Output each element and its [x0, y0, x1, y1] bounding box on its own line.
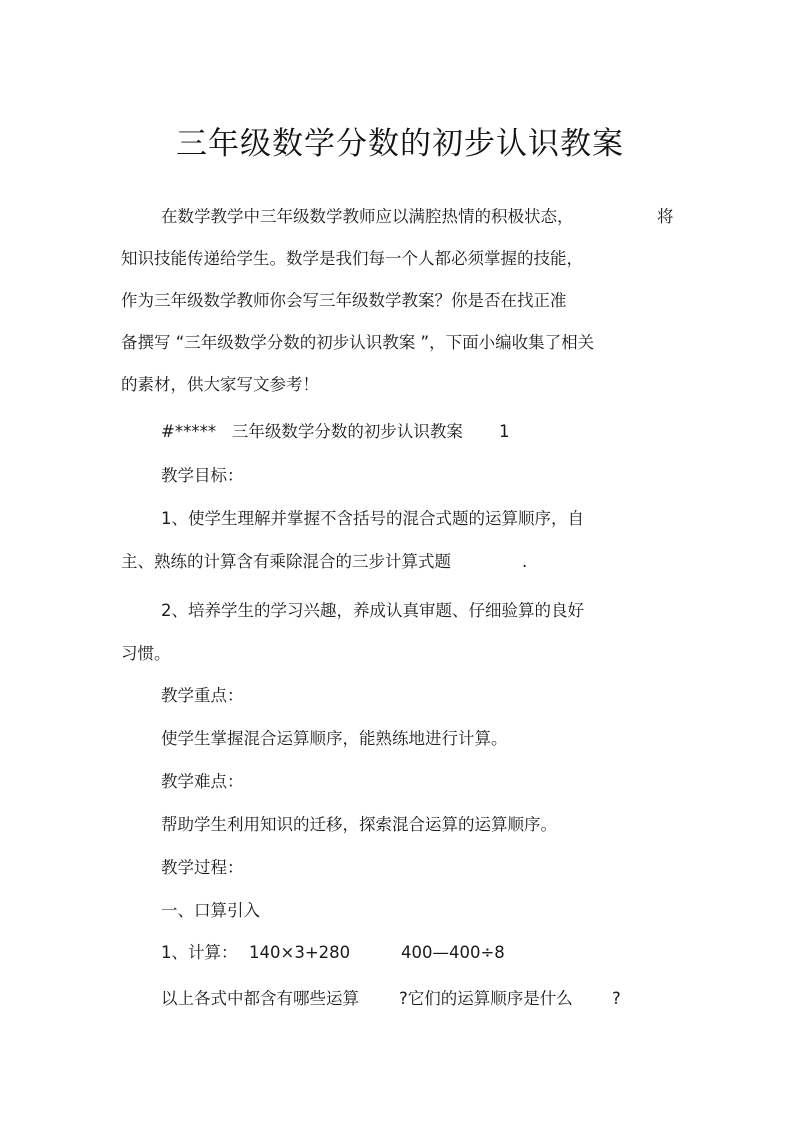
goal-2-line-1 — [161, 599, 584, 623]
intro-line-3 — [121, 289, 567, 313]
key-text — [161, 727, 508, 751]
difficulty-label-text: 教学难点： — [161, 772, 244, 791]
goal-1-line-2-end — [522, 550, 527, 574]
goal-1-line-2-text: 主、熟练的计算含有乘除混合的三步计算式题 — [121, 552, 451, 571]
difficulty-text-content: 帮助学生利用知识的迁移，探索混合运算的运算顺序。 — [161, 815, 557, 834]
step-1-label-text: 一、口算引入 — [161, 901, 260, 920]
difficulty-label — [161, 770, 244, 794]
intro-line-2 — [121, 247, 583, 271]
intro-line-2-text: 知识技能传递给学生。数学是我们每一个人都必须掌握的技能， — [121, 249, 583, 268]
process-label-text: 教学过程： — [161, 858, 244, 877]
intro-line-5 — [121, 373, 319, 397]
section-heading — [161, 420, 463, 444]
calc-expr-2-text: 400—400÷8 — [401, 943, 505, 962]
calc-expr-2 — [401, 941, 505, 965]
intro-line-4 — [121, 331, 594, 355]
question-part-c — [612, 987, 621, 1011]
calc-expr-1-text: 140×3+280 — [249, 943, 351, 962]
step-1-label — [161, 899, 260, 923]
goal-2-line-1-text: 2、培养学生的学习兴趣，养成认真审题、仔细验算的良好 — [161, 601, 584, 620]
goal-1-line-2 — [121, 550, 451, 574]
intro-line-3-text: 作为三年级数学教师你会写三年级数学教案？你是否在找正准 — [121, 291, 567, 310]
question-part-a — [161, 987, 359, 1011]
intro-line-1-text: 在数学教学中三年级数学教师应以满腔热情的积极状态， — [161, 207, 574, 226]
calc-expr-1 — [249, 941, 350, 965]
intro-line-1 — [161, 205, 574, 229]
goals-label — [161, 464, 244, 488]
section-heading-prefix: #***** — [161, 422, 217, 441]
section-heading-text: 三年级数学分数的初步认识教案 — [231, 422, 463, 441]
question-part-c-text: ? — [612, 989, 621, 1008]
calc-label-text: 1、计算： — [161, 943, 238, 962]
intro-line-5-text: 的素材，供大家写文参考！ — [121, 375, 319, 394]
key-text-content: 使学生掌握混合运算顺序，能熟练地进行计算。 — [161, 729, 508, 748]
goal-1-line-1-text: 1、使学生理解并掌握不含括号的混合式题的运算顺序，自 — [161, 509, 584, 528]
goal-2-line-2-text: 习惯。 — [121, 644, 171, 663]
process-label — [161, 856, 244, 880]
question-part-b-text: ?它们的运算顺序是什么 — [399, 989, 573, 1008]
intro-line-4-text: 备撰写 “三年级数学分数的初步认识教案 ”，下面小编收集了相关 — [121, 333, 595, 352]
goals-label-text: 教学目标： — [161, 466, 244, 485]
section-heading-number-text: 1 — [499, 422, 510, 441]
goal-1-line-1 — [161, 507, 584, 531]
goal-2-line-2 — [121, 642, 171, 666]
calc-label — [161, 941, 238, 965]
goal-1-line-2-end-text: . — [522, 552, 528, 571]
question-part-b — [399, 987, 573, 1011]
key-label-text: 教学重点： — [161, 686, 244, 705]
intro-line-1-end — [657, 205, 674, 229]
difficulty-text — [161, 813, 557, 837]
section-heading-number — [499, 420, 510, 444]
key-label — [161, 684, 244, 708]
document-title: 三年级数学分数的初步认识教案 — [176, 126, 624, 162]
intro-line-1-end-text: 将 — [657, 207, 674, 226]
question-part-a-text: 以上各式中都含有哪些运算 — [161, 989, 359, 1008]
